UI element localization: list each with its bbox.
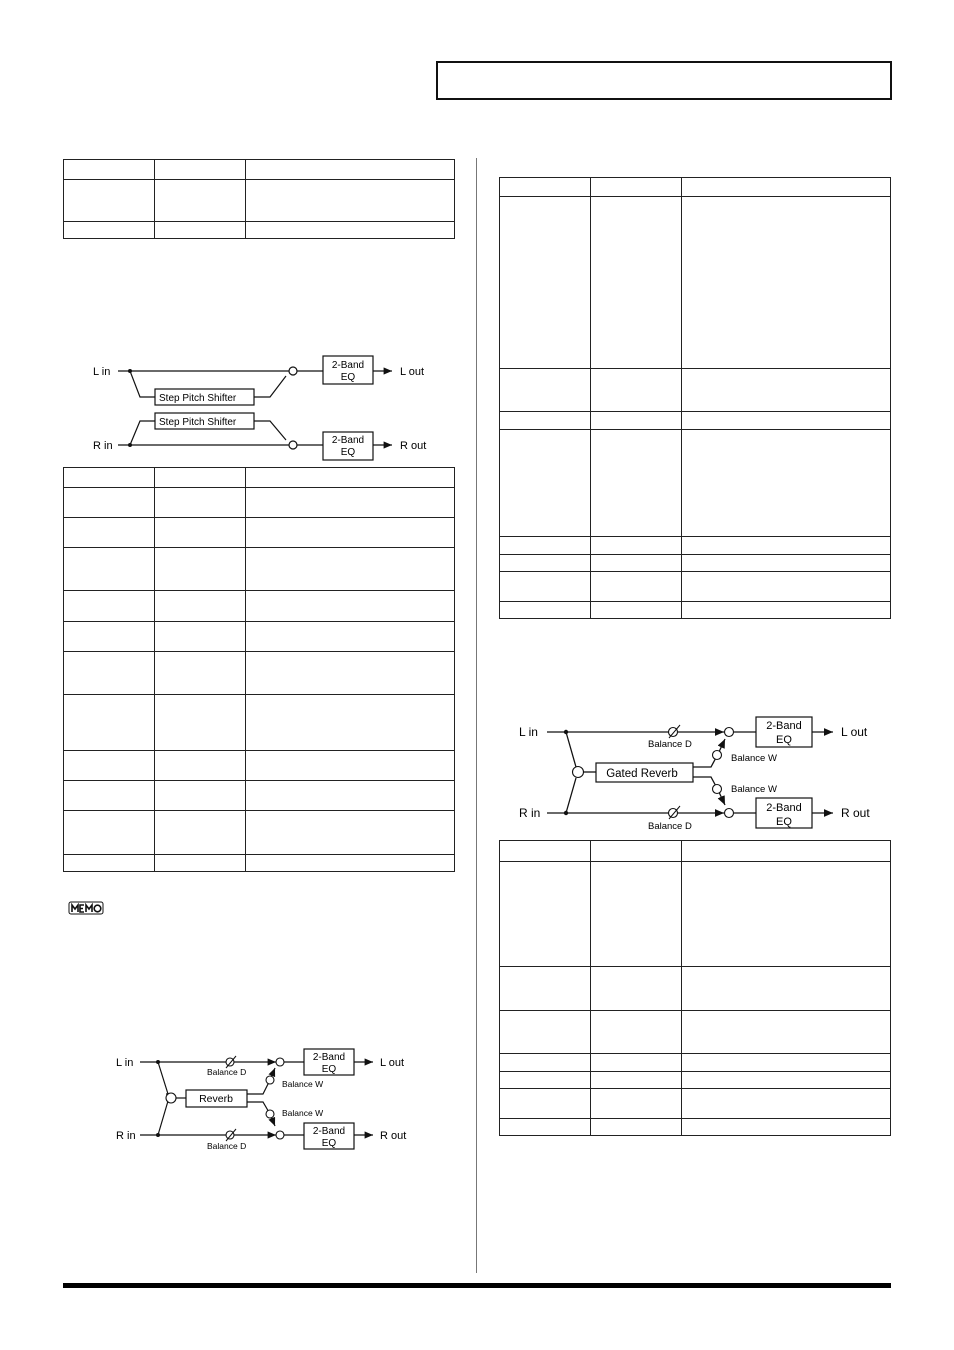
table-row: [500, 412, 891, 430]
table-row: [64, 781, 455, 811]
table-row: [64, 622, 455, 652]
table-row: [500, 1072, 891, 1089]
table-header-row: [64, 160, 455, 180]
column-divider: [476, 158, 477, 1273]
reverb-label: Reverb: [199, 1093, 233, 1105]
table-row: [500, 602, 891, 619]
table-row: [500, 862, 891, 967]
balance-d-label: Balance D: [207, 1141, 247, 1151]
gated-reverb-label: Gated Reverb: [606, 768, 678, 780]
eq-label-r2: EQ: [340, 447, 356, 458]
l-out-label: L out: [400, 366, 425, 378]
eq-label-l2: EQ: [776, 734, 792, 746]
table-row: [64, 751, 455, 781]
eq-label-l1: 2-Band: [766, 720, 802, 732]
eq-label-l1: 2-Band: [312, 1052, 346, 1063]
eq-label-r1: 2-Band: [331, 435, 365, 446]
eq-label-r1: 2-Band: [312, 1126, 346, 1137]
table-row: [64, 548, 455, 591]
table-header-row: [500, 841, 891, 862]
gated-reverb-diagram: [513, 712, 878, 834]
table-row: [500, 555, 891, 572]
table-row: [64, 518, 455, 548]
parameter-table-1: [63, 159, 455, 239]
l-in-label: L in: [116, 1057, 134, 1069]
l-in-label: L in: [93, 366, 111, 378]
sum-node-icon: [725, 728, 734, 737]
balance-d-label: Balance D: [648, 739, 692, 750]
table-header-row: [500, 178, 891, 197]
eq-label-r2: EQ: [776, 816, 792, 828]
r-in-label: R in: [93, 440, 113, 452]
table-row: [500, 537, 891, 555]
parameter-table-4: [499, 840, 891, 1136]
reverb-diagram: [110, 1044, 430, 1156]
sum-node-icon: [276, 1131, 284, 1139]
table-row: [500, 1119, 891, 1136]
l-out-label: L out: [841, 725, 868, 739]
table-row: [64, 591, 455, 622]
parameter-table-2: [63, 467, 455, 872]
eq-label-r1: 2-Band: [766, 802, 802, 814]
eq-label-l2: EQ: [340, 372, 356, 383]
balance-w-label: Balance W: [282, 1108, 324, 1118]
page-header-box: [436, 61, 892, 100]
balance-w-label: Balance W: [282, 1079, 324, 1089]
step-pitch-shifter-label-1: Step Pitch Shifter: [159, 393, 237, 404]
r-in-label: R in: [116, 1130, 136, 1142]
table-row: [500, 1054, 891, 1072]
eq-label-l2: EQ: [321, 1064, 337, 1075]
balance-w-label: Balance W: [731, 784, 777, 795]
table-row: [64, 652, 455, 695]
mix-knob-icon: [289, 367, 297, 375]
sum-node-icon: [166, 1093, 176, 1103]
balance-w-label: Balance W: [731, 753, 777, 764]
step-pitch-shifter-diagram: [88, 350, 448, 465]
table-row: [500, 369, 891, 412]
table-row: [500, 1011, 891, 1054]
table-row: [64, 695, 455, 751]
balance-d-label: Balance D: [648, 821, 692, 832]
table-row: [64, 855, 455, 872]
r-out-label: R out: [380, 1130, 407, 1142]
eq-label-r2: EQ: [321, 1138, 337, 1149]
parameter-table-3: [499, 177, 891, 619]
table-header-row: [64, 468, 455, 488]
eq-label-l1: 2-Band: [331, 360, 365, 371]
memo-icon: [68, 900, 104, 916]
sum-node-icon: [725, 809, 734, 818]
balance-w-knob-icon: [713, 751, 722, 760]
mix-knob-icon: [289, 441, 297, 449]
balance-d-label: Balance D: [207, 1067, 247, 1077]
table-row: [500, 967, 891, 1011]
balance-w-knob-icon: [713, 785, 722, 794]
table-row: [500, 1089, 891, 1119]
table-row: [500, 197, 891, 369]
step-pitch-shifter-label-2: Step Pitch Shifter: [159, 417, 237, 428]
r-out-label: R out: [400, 440, 427, 452]
table-row: [64, 488, 455, 518]
r-in-label: R in: [519, 806, 541, 820]
table-row: [64, 180, 455, 222]
l-out-label: L out: [380, 1057, 405, 1069]
sum-node-icon: [276, 1058, 284, 1066]
l-in-label: L in: [519, 725, 538, 739]
balance-w-knob-icon: [266, 1110, 274, 1118]
sum-node-icon: [573, 767, 584, 778]
table-row: [500, 430, 891, 537]
table-row: [500, 572, 891, 602]
table-row: [64, 222, 455, 239]
balance-w-knob-icon: [266, 1076, 274, 1084]
r-out-label: R out: [841, 806, 870, 820]
table-row: [64, 811, 455, 855]
footer-rule: [63, 1283, 891, 1288]
